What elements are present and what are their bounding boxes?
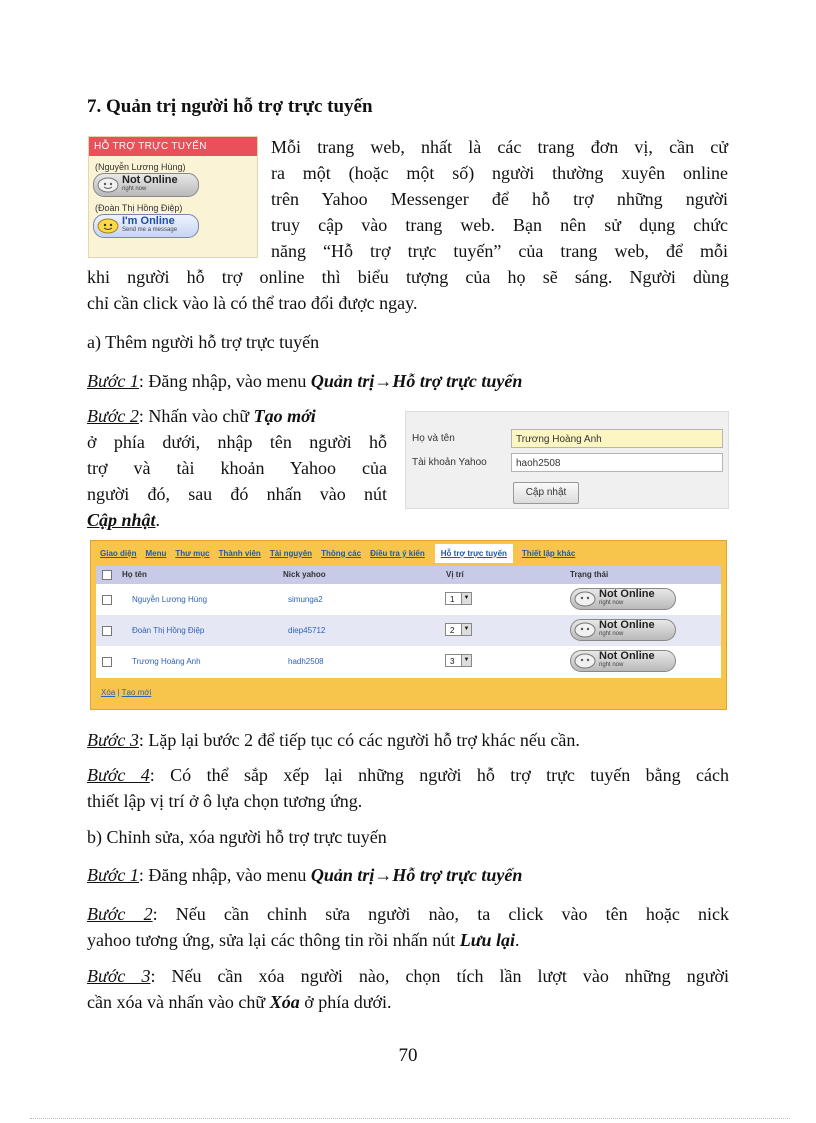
step-text: : Lặp lại bước 2 để tiếp tục có các người hỗ trợ khác nếu cần. [138,730,580,750]
column-header-position: Vị trí [446,570,464,579]
yahoo-status-button[interactable] [570,588,676,610]
step-b3-line [87,965,729,988]
step-a4-line: thiết lập vị trí ở ô lựa chọn tương ứng. [87,791,363,811]
create-new-term: Tạo mới [253,406,316,426]
delete-link[interactable]: Xóa [101,688,116,697]
add-supporter-form [405,411,729,509]
paragraph-line: trên Yahoo Messenger để hỗ trợ những người [271,189,728,209]
step-text: . [515,930,520,950]
delete-term: Xóa [269,992,300,1012]
row-checkbox[interactable] [102,657,112,667]
step-label: Bước 2 [87,406,139,426]
menu-item-folders[interactable]: Thư mục [175,548,210,558]
step-label: Bước 1 [87,371,139,391]
step-a2-line: ở phía dưới, nhập tên người hỗ [87,432,387,452]
column-header-status: Trạng thái [570,570,609,579]
yahoo-status-button[interactable] [93,173,199,197]
paragraph-line: chỉ cần click vào là có thể trao đổi được ngay. [87,293,418,313]
menu-item-interface[interactable]: Giao diện [100,548,137,558]
paragraph-line: Mỗi trang web, nhất là các trang đơn vị, cần cử [271,137,728,157]
update-term: Cập nhật [87,510,156,530]
position-value: 2 [450,626,455,635]
table-footer-links [101,688,151,697]
menu-item-other-settings[interactable]: Thiết lập khác [521,548,576,558]
menu-path: Quản trị→Hỗ trợ trực tuyến [310,371,523,391]
menu-item-resources[interactable]: Tài nguyên [269,548,313,558]
messenger-smiley-icon [574,591,596,607]
step-text: ở phía dưới. [299,992,392,1012]
step-b3-line [87,991,729,1014]
status-subtext: Send me a message [122,227,178,233]
menu-item-online-support[interactable]: Hỗ trợ trực tuyến [435,544,513,563]
step-label: Bước 1 [87,865,139,885]
step-a4-line [87,764,729,787]
step-text: : Đăng nhập, vào menu [138,371,311,391]
chevron-down-icon: ▼ [461,655,471,666]
paragraph-line: truy cập vào trang web. Bạn nên sử dụng chức [271,215,728,235]
status-text: Not Online [599,650,655,662]
position-select[interactable] [445,623,472,636]
yahoo-account-input[interactable]: haoh2508 [511,453,723,472]
step-text: : Đăng nhập, vào menu [138,865,311,885]
menu-item-menu[interactable]: Menu [145,548,167,558]
messenger-smiley-icon [574,622,596,638]
chevron-down-icon: ▼ [461,593,471,604]
table-row [96,584,721,615]
widget-supporter-name: (Đoàn Thị Hồng Điệp) [95,203,183,213]
step-text: : Nếu cần xóa người nào, chọn tích lần lượt vào những người [150,966,729,986]
messenger-smiley-icon [574,653,596,669]
status-subtext: right now [599,631,624,637]
column-header-name: Họ tên [122,570,147,579]
section-heading: 7. Quản trị người hỗ trợ trực tuyến [87,96,373,117]
step-text: yahoo tương ứng, sửa lại các thông tin rồi nhấn nút [87,930,460,950]
page-number: 70 [398,1045,418,1066]
status-text: Not Online [599,619,655,631]
yahoo-status-button[interactable] [570,619,676,641]
support-widget [88,136,258,258]
step-b2-line [87,903,729,926]
name-label: Họ và tên [412,433,455,444]
select-all-checkbox[interactable] [102,570,112,580]
step-a3 [87,729,729,752]
supporter-nick-link[interactable]: hadh2508 [288,657,324,666]
widget-supporter-name: (Nguyễn Lương Hùng) [95,162,186,172]
admin-menu [91,541,726,565]
position-select[interactable] [445,654,472,667]
table-row [96,615,721,646]
step-text: cần xóa và nhấn vào chữ [87,992,270,1012]
row-checkbox[interactable] [102,626,112,636]
subsection-b-title: b) Chỉnh sửa, xóa người hỗ trợ trực tuyến [87,827,387,847]
row-checkbox[interactable] [102,595,112,605]
column-header-nick: Nick yahoo [283,570,326,579]
step-text: : Nhấn vào chữ [138,406,254,426]
yahoo-status-button[interactable] [570,650,676,672]
step-a2-line [87,405,387,428]
paragraph-line: ra một (hoặc một số) người thường xuyên online [271,163,728,183]
step-a2-line: trợ và tài khoản Yahoo của [87,458,387,478]
status-subtext: right now [599,662,624,668]
step-b1 [87,864,729,887]
supporter-nick-link[interactable]: simunga2 [288,595,323,604]
step-label: Bước 3 [87,966,151,986]
paragraph-line: năng “Hỗ trợ trực tuyến” của trang web, để mỗi [271,241,728,261]
step-text: : Nếu cần chỉnh sửa người nào, ta click vào tên hoặc nick [152,904,729,924]
supporter-nick-link[interactable]: diep45712 [288,626,326,635]
footer-separator: | [115,688,122,697]
save-term: Lưu lại [459,930,516,950]
position-value: 1 [450,595,455,604]
messenger-smiley-icon [97,177,119,193]
menu-path: Quản trị→Hỗ trợ trực tuyến [310,865,523,885]
status-text: I'm Online [122,215,175,227]
step-text: : Có thể sắp xếp lại những người hỗ trợ trực tuyến bằng cách [149,765,729,785]
step-a2-line: người đó, sau đó nhấn vào nút [87,484,387,504]
supporter-name-link[interactable]: Trương Hoàng Anh [132,657,201,666]
supporter-name-link[interactable]: Nguyễn Lương Hùng [132,595,208,604]
update-button[interactable]: Cập nhật [513,482,579,504]
step-label: Bước 2 [87,904,153,924]
table-row [96,646,721,677]
table-header [96,566,721,584]
status-text: Not Online [599,588,655,600]
step-a1 [87,370,729,393]
step-label: Bước 3 [87,730,139,750]
yahoo-account-label: Tài khoản Yahoo [412,457,487,468]
chevron-down-icon: ▼ [461,624,471,635]
messenger-smiley-icon [97,218,119,234]
admin-support-table [90,540,727,710]
position-value: 3 [450,657,455,666]
yahoo-status-button[interactable] [93,214,199,238]
create-new-link[interactable]: Tạo mới [121,688,152,697]
step-b2-line [87,929,729,952]
status-subtext: right now [122,186,147,192]
step-text: . [155,510,161,530]
menu-item-notices[interactable]: Thông các [321,548,362,558]
status-subtext: right now [599,600,624,606]
position-select[interactable] [445,592,472,605]
name-input[interactable]: Trương Hoàng Anh [511,429,723,448]
support-table [96,566,721,678]
menu-item-surveys[interactable]: Điều tra ý kiến [370,548,425,558]
step-label: Bước 4 [87,765,150,785]
page-divider [30,1118,790,1119]
paragraph-line: khi người hỗ trợ online thì biểu tượng của họ sẽ sáng. Người dùng [87,267,729,287]
step-a2-line [87,509,387,532]
menu-item-members[interactable]: Thành viên [218,548,261,558]
supporter-name-link[interactable]: Đoàn Thị Hồng Điệp [132,626,205,635]
status-text: Not Online [122,174,178,186]
subsection-a-title: a) Thêm người hỗ trợ trực tuyến [87,332,320,352]
widget-title: HỖ TRỢ TRỰC TUYẾN [89,137,257,156]
